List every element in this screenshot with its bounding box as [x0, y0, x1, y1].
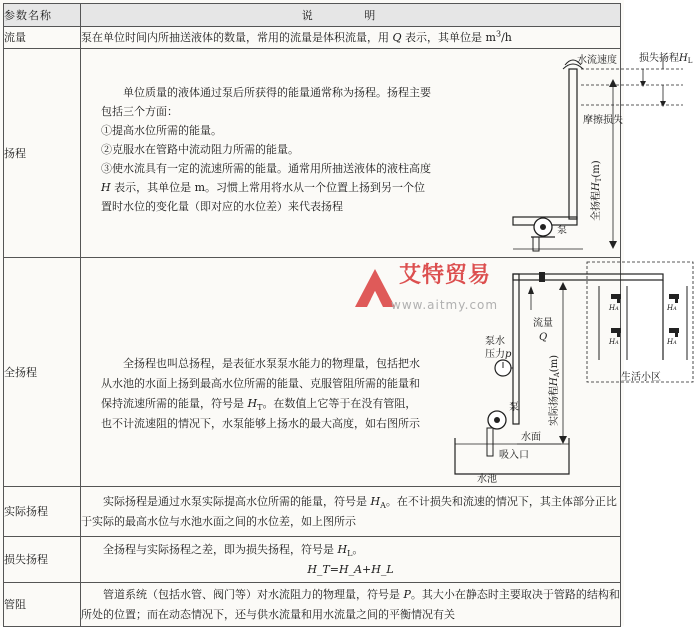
- fig-label-pressure-var: p: [505, 349, 512, 360]
- yangcheng-item3: [101, 159, 431, 216]
- sunshi-var: H: [337, 542, 348, 556]
- actual-head-diagram: [421, 260, 697, 484]
- fig-tap-sub-4: A: [673, 340, 677, 346]
- fig-tap-label-1: H: [609, 304, 616, 312]
- liuliang-var-q: Q: [392, 31, 402, 44]
- row-name-sunshi: 损失扬程: [4, 537, 81, 583]
- fig-label-flow-var: Q: [539, 332, 548, 343]
- quan-sub: T: [257, 403, 263, 413]
- liuliang-text-a: 泵在单位时间内所抽送液体的数量，常用的流量是体积流量，用: [81, 31, 393, 44]
- quan-text-a: 全扬程也叫总扬程，是表征水泵泵水能力的物理量，包括把水从水池的水面上扬到最高水位所需的能量、克服管阻所需的能量和保持流速所需的能量，符号是: [101, 357, 420, 410]
- shiji-sub: A: [380, 500, 386, 510]
- fig-tap-label-4: H: [667, 338, 674, 346]
- svg-text:实际扬程HA(m): [547, 355, 561, 426]
- fig-tap-sub-3: A: [615, 340, 619, 346]
- svg-text:损失扬程HL: [639, 51, 693, 65]
- guanzu-var: P: [403, 587, 411, 601]
- row-name-liuliang: 流量: [4, 27, 81, 49]
- fig-tap-label-3: H: [609, 338, 616, 346]
- fig-label-community: 生活小区: [621, 372, 661, 383]
- fig-label-actual-sub: A: [553, 372, 561, 378]
- fig-label-actual-var: H: [549, 377, 560, 386]
- watermark-cn: 艾特贸易: [399, 263, 492, 288]
- row-shiji: [4, 487, 621, 537]
- yangcheng-item1: ①提高水位所需的能量。: [101, 123, 222, 137]
- fig-label-friction: 摩擦损失: [583, 115, 623, 126]
- yangcheng-item2: ②克服水在管路中流动阻力所需的能量。: [101, 142, 299, 156]
- row-desc-sunshi: [81, 537, 621, 583]
- fig-label-surface: 水面: [521, 432, 541, 443]
- fig-label-flow: 流量: [533, 318, 553, 329]
- shiji-text-b: 。在不计损失和流速的情况下，其主体部分正比于实际的最高水位与水池水面之间的水位差，如上图所示: [81, 494, 617, 528]
- sunshi-sub: L: [347, 548, 353, 558]
- quan-text: [101, 354, 421, 434]
- header-param-name: 参数名称: [4, 4, 81, 27]
- row-liuliang: [4, 27, 621, 49]
- fig-label-pressure2: 压力: [485, 349, 505, 360]
- shiji-text-a: 实际扬程是通过水泵实际提高水位所需的能量，符号是: [103, 494, 371, 508]
- head-diagram: [473, 51, 697, 255]
- svg-text:全扬程HT(m): [589, 160, 603, 221]
- quan-text-b: 。在数值上它等于在没有管阻，也不计流速阻的情况下，水泵能够上扬水的最大高度，如右图所示: [101, 397, 420, 430]
- fig-tap-sub-2: A: [673, 306, 677, 312]
- row-desc-quanyangcheng: [81, 258, 677, 487]
- row-sunshi: [4, 537, 621, 583]
- quan-var: H: [247, 397, 258, 410]
- row-name-shiji: 实际扬程: [4, 487, 81, 537]
- row-desc-yangcheng: [81, 49, 693, 312]
- fig-label-actual-unit: (m): [549, 354, 560, 373]
- table-header-row: [4, 4, 621, 27]
- tap-icon: [611, 294, 679, 337]
- yangcheng-intro: 单位质量的液体通过泵后所获得的能量通常称为扬程。扬程主要包括三个方面：: [101, 85, 431, 118]
- guanzu-text-a: 管道系统（包括水管、阀门等）对水流阻力的物理量，符号是: [103, 587, 404, 601]
- liuliang-text-b: 表示，其单位是 m: [401, 31, 496, 44]
- fig-label-pool: 水池: [477, 474, 497, 485]
- fig-label-pressure1: 泵水: [485, 336, 505, 347]
- fig-label-inlet: 吸入口: [499, 450, 529, 461]
- yangcheng-item3-a: ③使水流具有一定的流速所需的能量。通常用所抽送液体的液柱高度: [101, 161, 431, 175]
- row-desc-guanzu: [81, 583, 621, 627]
- yangcheng-item3-var: H: [101, 180, 111, 194]
- svg-text:压力p: [485, 347, 512, 360]
- row-name-quanyangcheng: 全扬程: [4, 258, 81, 487]
- fig-label-total-unit: (m): [591, 160, 602, 178]
- fig-label-hl: H: [679, 53, 688, 64]
- row-name-yangcheng: 扬程: [4, 49, 81, 258]
- watermark-url: www.aitmy.com: [391, 298, 499, 312]
- fig-label-actual: 实际扬程: [549, 386, 560, 426]
- sunshi-text-b: 。: [352, 542, 364, 556]
- fig-label-total: 全扬程: [591, 191, 602, 221]
- fig-label-loss-head: 损失扬程: [639, 53, 679, 64]
- fig-tap-sub-1: A: [615, 306, 619, 312]
- fig-label-speed: 水流速度: [577, 55, 617, 66]
- svg-text:HA: [666, 304, 677, 312]
- svg-text:HA: [608, 338, 619, 346]
- fig-label-hl-sub: L: [687, 57, 693, 65]
- svg-text:HA: [608, 304, 619, 312]
- yangcheng-item3-b: 表示，其单位是 m。习惯上常用将水从一个位置上扬到另一个位置时水位的变化量（即对应的水位差）来代表扬程: [101, 180, 426, 213]
- row-yangcheng: [4, 49, 621, 258]
- row-name-guanzu: 管阻: [4, 583, 81, 627]
- fig-label-pump: 泵: [509, 402, 519, 413]
- fig-label-total-sub: T: [595, 177, 603, 183]
- fig-label-total-var: H: [591, 182, 602, 191]
- fig-label-pump: 泵: [557, 225, 567, 236]
- svg-text:HA: [666, 338, 677, 346]
- row-desc-liuliang: [81, 27, 621, 49]
- guanzu-text-b: 。其大小在静态时主要取决于管路的结构和所处的位置；而在动态情况下，还与供水流量和用水流量之间的平衡情况有关: [81, 587, 620, 621]
- sunshi-text-a: 全扬程与实际扬程之差，即为损失扬程，符号是: [103, 542, 338, 556]
- row-guanzu: [4, 583, 621, 627]
- sunshi-formula: H_T=H_A+H_L: [307, 562, 394, 576]
- parameter-table: [3, 3, 693, 627]
- header-description: 说 明: [81, 4, 621, 27]
- shiji-var: H: [370, 494, 381, 508]
- row-desc-shiji: [81, 487, 621, 537]
- fig-tap-label-2: H: [667, 304, 674, 312]
- row-quanyangcheng: [4, 258, 621, 487]
- liuliang-sup: 3: [495, 29, 502, 39]
- liuliang-text-c: /h: [501, 31, 512, 44]
